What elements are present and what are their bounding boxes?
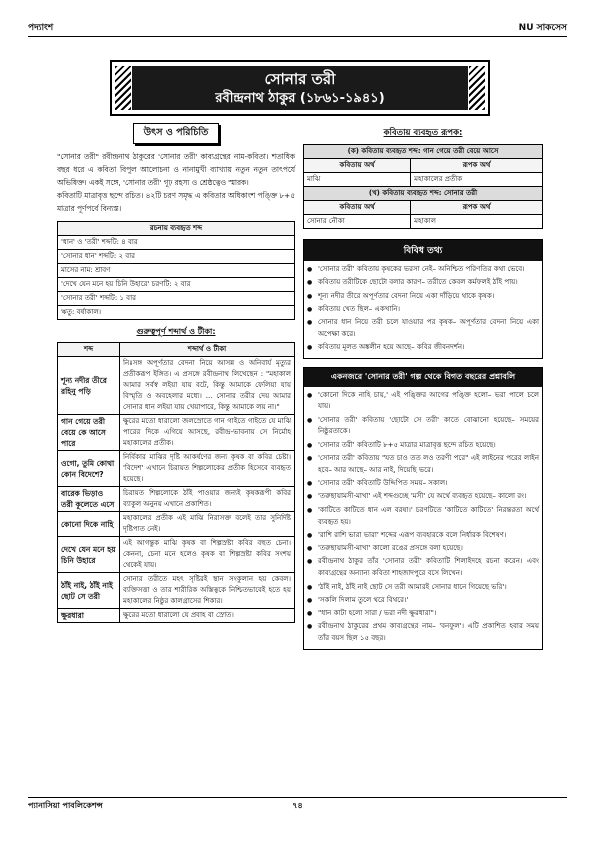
past-questions-list [304, 387, 542, 649]
table-row [304, 173, 543, 187]
table-row [58, 487, 295, 512]
table-row [58, 451, 295, 487]
glossary-meaning: চিরায়ত শিল্পলোকে ঠাঁই পাওয়ার জন্যই কৃষকরূপী কবির ব্যাকুল অনুনয় এখানে প্রকাশিত। [120, 487, 295, 512]
poet-name: রবীন্দ্রনাথ ঠাকুর (১৮৬১-১৯৪১) [215, 91, 385, 106]
list-item: ● 'কোনো দিকে নাহি চায়,' এই পঙ্ক্তির আগের পঙ্ক্তি হলো– ভরা পালে চলে যায়। [306, 390, 539, 414]
banner-hatch-right [469, 66, 485, 110]
glossary-word: বারেক ভিড়াও তরী কূলেতে এসে [58, 487, 120, 512]
page-number: ৭৪ [292, 801, 303, 810]
words-row: 'সোনার ধান' শব্দটি: ২ বার [58, 250, 295, 264]
facts-box [303, 239, 543, 359]
words-row: ঋতু: বর্ষাকাল। [58, 306, 295, 320]
list-item: ● 'সোনার তরী' কবিতায় কৃষকের ভরসা নেই– অনিশ্চিত পরিণতির কথা ভেবে। [306, 264, 539, 276]
left-column [57, 120, 295, 623]
header-book-name: NU সাকসেস [518, 23, 567, 33]
right-column [303, 120, 543, 650]
list-item: ● 'তরুছায়ামসী-মাখা' কালো রঙের প্রসঙ্গে বলা হয়েছে। [306, 543, 539, 555]
symbols-cell: মাঝি [304, 173, 411, 187]
glossary-meaning: সোনার তরীতে মহৎ সৃষ্টিরই স্থান সংকুলান হয় কেবল। ব্যক্তিসত্তা ও তার শারীরিক অস্তিত্বকে নিশ্চিতভাবেই হতে হয় মহাকালের নিষ্ঠুর কালগ্রাসের শিকার। [120, 573, 295, 609]
words-table [57, 221, 295, 320]
list-item: ● কবিতায় খেত ছিল– একখানি। [306, 304, 539, 316]
list-item: ● শূন্য নদীর তীরে অপূর্ণতার বেদনা নিয়ে একা দাঁড়িয়ে থাকে কৃষক। [306, 291, 539, 303]
list-item: ● 'সোনার তরী' কবিতায় "যত চাও তত লও তরণী পরে" এই লাইনের পরের লাইন হবে– আর আছে– আর নাই, দিয়েছি ভরে। [306, 453, 539, 477]
symbols-col-metaphor: রূপক অর্থ [411, 201, 543, 215]
header-section-name: পদ্যাংশ [28, 23, 54, 33]
glossary-meaning: ক্ষুরের মতো ধারালো জলস্রোতে গান গাইতে গাইতে যে মাঝি পারের দিকে এগিয়ে আসছে, রবীন্দ্র-ভাবনায় সে নির্মোহ মহাকালের প্রতীক। [120, 415, 295, 451]
glossary-word: দেখে যেন মনে হয় চিনি উহারে [58, 537, 120, 573]
table-row [58, 357, 295, 415]
banner-hatch-left [115, 66, 131, 110]
glossary-word: শূন্য নদীর তীরে রহিনু পড়ি [58, 357, 120, 415]
publisher-name: প্যানাসিয়া পাবলিকেশন্স [28, 801, 103, 810]
table-row [58, 537, 295, 573]
table-row [58, 609, 295, 623]
facts-list [304, 261, 542, 358]
glossary-meaning: নিঃসঙ্গ অপূর্ণতার বেদনা নিয়ে আসন্ন ও অনিবার্য মৃত্যুর প্রতীকরূপ ইঙ্গিত। এ প্রসঙ্গে রবীন্দ্রনাথ লিখেছেন : "মহাকাল আমার সর্বস্ব লইয়া যায় বটে, কিন্তু আমাকে ফেলিয়া যায় বিস্মৃতি ও অবহেলার মধ্যে। ... সোনার তরীর দেয় আমার সোনার ধান লইয়া যায় খেয়াপারে, কিন্তু আমাকে লয় না।" [120, 357, 295, 415]
symbols-col-meaning: কবিতায় অর্থ [304, 159, 411, 173]
table-row [58, 573, 295, 609]
symbols-title: কবিতায় ব্যবহৃত রূপক: [383, 128, 463, 138]
list-item: ● কবিতায় মূলত অঙ্কলীন হয়ে আছে– কবির জীবনদর্শন। [306, 342, 539, 354]
list-item: ● 'রাশি রাশি ভারা ভারা' শব্দের এরূপ ব্যবহারকে বলে নির্ধারক বিশেষণ। [306, 530, 539, 542]
glossary-col-meaning: শব্দার্থ ও টীকা [120, 343, 295, 357]
glossary-meaning: নির্বিকার মাঝির দৃষ্টি আকর্ষণের জন্য কৃষক বা কবির চেষ্টা। 'বিদেশ' এখানে চিরায়ত শিল্পলোকের প্রতীক হিসেবে ব্যবহৃত হয়েছে। [120, 451, 295, 487]
symbols-cell: সোনার নৌকা [304, 215, 411, 229]
footer-rule [28, 797, 567, 798]
list-item: ● রবীন্দ্রনাথ ঠাকুর তাঁর 'সোনার তরী' কবিতাটি শিলাইদহে রচনা করেন। এবং কাব্যগ্রন্থের অন্যান্য কবিতা শাহজাদপুরে বসে লিখেন। [306, 556, 539, 580]
glossary-table [57, 342, 295, 623]
words-table-title: রচনায় ব্যবহৃত শব্দ [58, 222, 295, 236]
list-item: ● সোনার ধান নিয়ে তরী চলে যাওয়ার পর কৃষক– অপূর্ণতার বেদনা নিয়ে একা অপেক্ষা করে। [306, 317, 539, 341]
glossary-meaning: মহাকালের প্রতীক এই মাঝি নিরাসক্ত বলেই তার সুনির্দিষ্ট দৃষ্টিপাত নেই। [120, 512, 295, 537]
glossary-word: গান গেয়ে তরী বেয়ে কে আসে পারে [58, 415, 120, 451]
symbols-cell: মহাকালের প্রতীক [411, 173, 543, 187]
glossary-col-word: শব্দ [58, 343, 120, 357]
table-row [58, 415, 295, 451]
glossary-meaning: এই আগন্তুক মাঝি কৃষক বা শিল্পস্রষ্টা কবির বহুত চেনা। কেননা, চেনা মনে হলেও কৃষক বা শিল্পস্রষ্টা কবির সংশয় থেকেই যায়। [120, 537, 295, 573]
past-questions-box [303, 367, 543, 650]
words-row: মাসের নাম: শ্রাবণ [58, 264, 295, 278]
glossary-meaning: ক্ষুরের মতো ধারালো যে প্রবাহ বা স্রোত। [120, 609, 295, 623]
past-questions-title: একনজরে 'সোনার তরী' গল্প থেকে বিগত বছরের প্রশ্নাবলি [304, 368, 542, 387]
intro-title: উৎস ও পরিচিতি [133, 123, 219, 144]
list-item: ● রবীন্দ্রনাথ ঠাকুরের প্রথম কাব্যগ্রন্থের নাম– 'বনফুল'। এটি প্রকাশিত হবার সময় তাঁর বয়স ছিল ১৫ বছর। [306, 621, 539, 645]
symbols-section-head: (খ) কবিতায় ব্যবহৃত শব্দ: সোনার তরী [304, 187, 543, 201]
header-rule [28, 36, 567, 37]
title-banner [110, 60, 490, 116]
symbols-col-metaphor: রূপক অর্থ [411, 159, 543, 173]
list-item: ● কবিতায় তরীটিকে ছোটো বলার কারণ– তরীতে কেবল কর্মফলই ঠাঁই পায়। [306, 277, 539, 289]
banner-inner [132, 66, 468, 110]
list-item: ● 'কাটিতে কাটিতে ধান এল বরষা।' চরণটিতে 'কাটিতে কাটিতে' নিরন্তরতা অর্থে ব্যবহৃত হয়। [306, 505, 539, 529]
words-row: 'দেখে যেন মনে হয় চিনি উহারে' চরণটি: ২ বার [58, 278, 295, 292]
list-item: ● 'সোনার তরী' কবিতাটি ৮+৫ মাত্রার মাত্রাবৃত্ত ছন্দে রচিত হয়েছে। [306, 440, 539, 452]
list-item: ● 'সকলি দিলাম তুলে থরে বিথরে।' [306, 595, 539, 607]
words-row: 'ধান' ও 'তরী' শব্দটি: ৪ বার [58, 236, 295, 250]
table-row [58, 512, 295, 537]
glossary-word: ওগো, তুমি কোথা কোন বিদেশে? [58, 451, 120, 487]
facts-title: বিবিধ তথ্য [304, 240, 542, 261]
page-footer [28, 800, 567, 814]
symbols-col-meaning: কবিতায় অর্থ [304, 201, 411, 215]
glossary-title: গুরুত্বপূর্ণ শব্দার্থ ও টীকা: [136, 327, 216, 336]
intro-paragraph-2: কবিতাটি মাত্রাবৃত্ত ছন্দে রচিত। ৪২টি চরণ সমৃদ্ধ এ কবিতার অধিকাংশ পঙ্ক্তি ৮+৫ মাত্রার পূর্ণপর্বে বিন্যস্ত। [57, 191, 295, 213]
symbols-table [303, 144, 543, 229]
intro-paragraph-1: "সোনার তরী" রবীন্দ্রনাথ ঠাকুরের 'সোনার তরী' কাব্যগ্রন্থের নাম-কবিতা। শতাধিক বছর ধরে এ কবিতা বিপুল আলোচনা ও নানামুখী ব্যাখ্যায় নতুন নতুন তাৎপর্যে অভিষিক্ত। একই সঙ্গে, 'সোনার তরী' গূঢ় রহস্য ও শ্রেষ্ঠত্বেও স্মারক। [57, 152, 295, 187]
glossary-word: কোনো দিকে নাহি [58, 512, 120, 537]
table-row [304, 215, 543, 229]
glossary-word: ঠাঁই নাই, ঠাঁই নাই ছোট সে তরী [58, 573, 120, 609]
glossary-word: ক্ষুরধারা [58, 609, 120, 623]
page-header [28, 20, 567, 34]
list-item: ● "ধান কাটা হলো সারা / ভরা নদী ক্ষুরধারা"। [306, 608, 539, 620]
symbols-section-head: (ক) কবিতায় ব্যবহৃত শব্দ: গান গেয়ে তরী বেয়ে আসে [304, 145, 543, 159]
poem-title: সোনার তরী [264, 70, 336, 88]
symbols-cell: মহাকাল [411, 215, 543, 229]
list-item: ● 'তরুছায়ামসী-মাখা' এই শব্দগুচ্ছে 'মসী' যে অর্থে ব্যবহৃত হয়েছে– কালো রং। [306, 491, 539, 503]
words-row: 'সোনার তরী' শব্দটি: ১ বার [58, 292, 295, 306]
list-item: ● 'সোনার তরী' কবিতাটি উদ্দিপিত সময়– সকাল। [306, 478, 539, 490]
list-item: ● 'ঠাঁই নাই, ঠাঁই নাই ছোট সে তরী আমারই সোনার ধানে গিয়েছে ভরি'। [306, 582, 539, 594]
list-item: ● 'সোনার তরী' কবিতায় 'ছোটো সে তরী' কাতে বোঝানো হয়েছে– সময়ের নিষ্ঠুরতাকে। [306, 415, 539, 439]
